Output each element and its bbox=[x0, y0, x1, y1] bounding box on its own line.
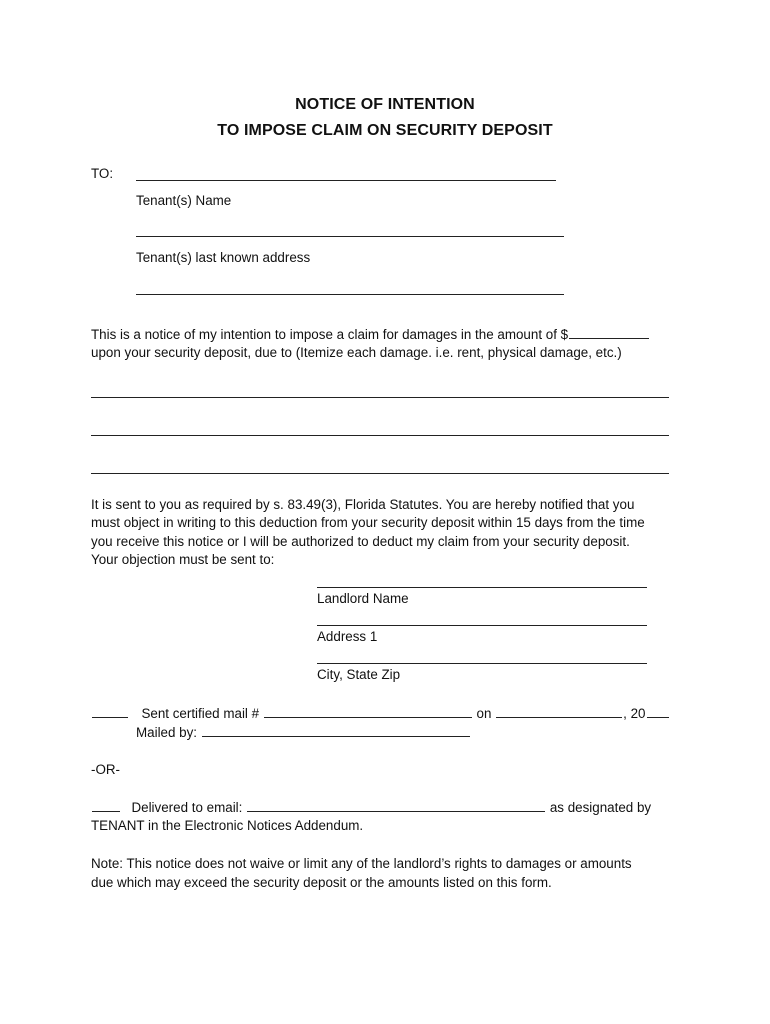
landlord-city-label: City, State Zip bbox=[317, 667, 401, 682]
tenant-address-field[interactable] bbox=[136, 236, 564, 237]
certified-mail-label: Sent certified mail # bbox=[141, 706, 260, 721]
landlord-city-field[interactable] bbox=[317, 663, 647, 664]
designated-label: as designated by bbox=[549, 800, 652, 815]
note-line-1: Note: This notice does not waive or limit any of the landlord’s rights to damages or amounts bbox=[91, 856, 632, 871]
title-line-1: NOTICE OF INTENTION bbox=[295, 96, 475, 113]
claim-amount-field[interactable] bbox=[569, 325, 649, 339]
certified-mail-checkbox[interactable] bbox=[92, 704, 128, 718]
email-address-field[interactable] bbox=[247, 798, 545, 812]
statute-line-3: you receive this notice or I will be authorized to deduct my claim from your security deposit. bbox=[91, 534, 630, 549]
tenant-address-field-2[interactable] bbox=[136, 294, 564, 295]
tenant-name-field[interactable] bbox=[136, 180, 556, 181]
note-line-2: due which may exceed the security deposit or the amounts listed on this form. bbox=[91, 875, 552, 890]
title-line-2: TO IMPOSE CLAIM ON SECURITY DEPOSIT bbox=[217, 122, 553, 139]
email-checkbox[interactable] bbox=[92, 798, 120, 812]
itemize-line-3[interactable] bbox=[91, 473, 669, 474]
claim-text-1: This is a notice of my intention to impose a claim for damages in the amount of $ bbox=[91, 327, 569, 342]
mailed-by-line bbox=[136, 723, 471, 742]
claim-line-2: upon your security deposit, due to (Itemize each damage. i.e. rent, physical damage, etc.) bbox=[91, 345, 622, 360]
tenant-address-label: Tenant(s) last known address bbox=[136, 250, 311, 265]
mail-year-field[interactable] bbox=[647, 704, 669, 718]
delivered-email-label: Delivered to email: bbox=[131, 800, 243, 815]
tenant-name-label: Tenant(s) Name bbox=[136, 193, 232, 208]
email-line-2: TENANT in the Electronic Notices Addendum. bbox=[91, 818, 364, 833]
on-label: on bbox=[476, 706, 492, 721]
landlord-name-field[interactable] bbox=[317, 587, 647, 588]
mailed-by-label: Mailed by: bbox=[136, 725, 198, 740]
statute-line-2: must object in writing to this deduction from your security deposit within 15 days from the time bbox=[91, 515, 645, 530]
statute-line-4: Your objection must be sent to: bbox=[91, 552, 275, 567]
itemize-line-1[interactable] bbox=[91, 397, 669, 398]
mailed-by-field[interactable] bbox=[202, 723, 470, 737]
year-prefix-label: , 20 bbox=[623, 706, 646, 721]
landlord-name-label: Landlord Name bbox=[317, 591, 409, 606]
or-label: -OR- bbox=[91, 762, 121, 777]
itemize-line-2[interactable] bbox=[91, 435, 669, 436]
certified-mail-line bbox=[91, 704, 670, 723]
landlord-address-field[interactable] bbox=[317, 625, 647, 626]
to-label: TO: bbox=[91, 166, 114, 181]
mail-date-field[interactable] bbox=[496, 704, 622, 718]
claim-line-1 bbox=[91, 325, 650, 344]
statute-line-1: It is sent to you as required by s. 83.49(3), Florida Statutes. You are hereby notified that you bbox=[91, 497, 635, 512]
certified-mail-number-field[interactable] bbox=[264, 704, 472, 718]
landlord-address-label: Address 1 bbox=[317, 629, 378, 644]
email-line-1 bbox=[91, 798, 651, 817]
